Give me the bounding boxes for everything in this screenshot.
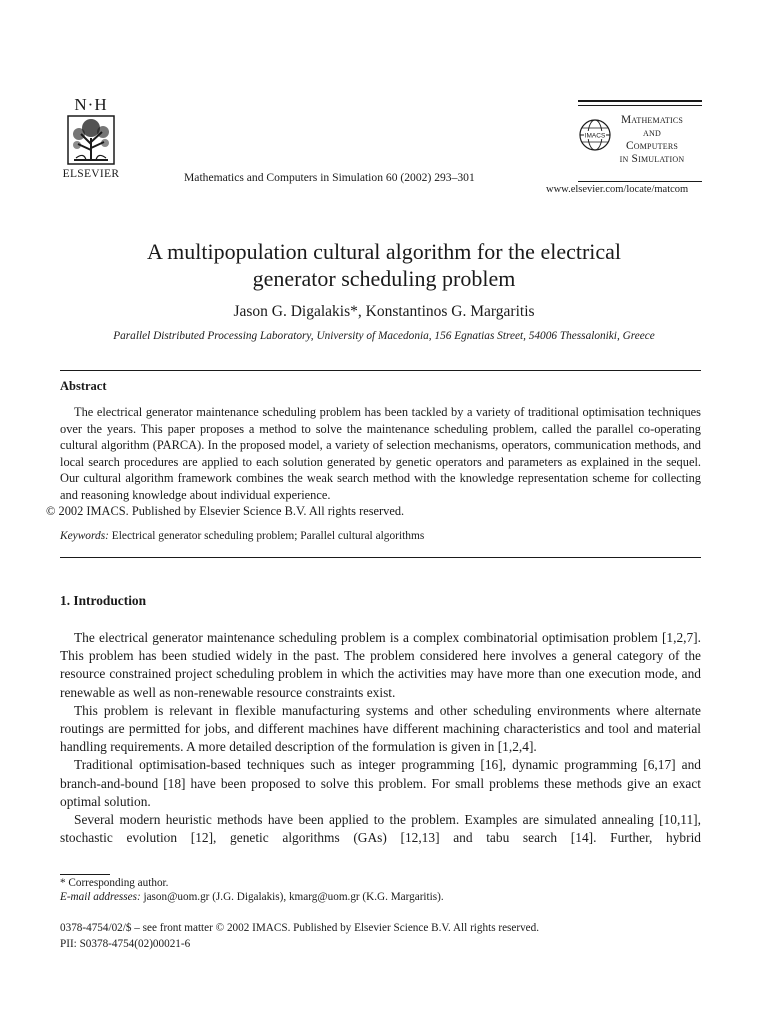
- keywords-label: Keywords:: [60, 530, 109, 542]
- footnote-rule: [60, 874, 110, 875]
- issn-line: 0378-4754/02/$ – see front matter © 2002 IMACS. Published by Elsevier Science B.V. All rights reserved.: [60, 922, 540, 934]
- divider-top: [60, 370, 701, 371]
- elsevier-tree-icon: [66, 114, 116, 166]
- pii-line: PII: S0378-4754(02)00021-6: [60, 938, 191, 950]
- footnote-corresponding: * Corresponding author.: [60, 877, 169, 889]
- journal-logo-line4: in Simulation: [619, 153, 685, 165]
- section-heading: 1. Introduction: [60, 593, 147, 608]
- paper-title: [60, 238, 708, 292]
- abstract-copyright: © 2002 IMACS. Published by Elsevier Science B.V. All rights reserved.: [46, 504, 405, 518]
- abstract-body: [46, 404, 701, 520]
- footnote-emails: [60, 891, 444, 903]
- title-line-1: A multipopulation cultural algorithm for the electrical: [146, 239, 622, 264]
- journal-reference: Mathematics and Computers in Simulation 60 (2002) 293–301: [184, 171, 475, 184]
- keywords: [60, 530, 424, 542]
- journal-logo-line3: Computers: [625, 140, 679, 152]
- journal-url[interactable]: www.elsevier.com/locate/matcom: [546, 184, 689, 195]
- journal-logo-title: [602, 114, 702, 166]
- imacs-label: IMACS: [584, 132, 606, 140]
- paragraph: Several modern heuristic methods have been applied to the problem. Examples are simulated annealing [10,11], stochastic evolution [12], genetic algorithms (GAs) [12,13] and tabu search [14]. Further, hybrid: [60, 812, 701, 846]
- paragraph: The electrical generator maintenance scheduling problem is a complex combinatorial optimisation problem [1,2,7]. This problem has been studied widely in the past. The problem considered here involves a general category of the resource constrained project scheduling problem in which the activities may have more than one execution mode, and renewable as well as non-renewable resource constraints exist.: [60, 630, 701, 700]
- journal-logo-line1: Mathematics: [620, 114, 684, 126]
- journal-logo-line2: and: [643, 127, 661, 139]
- abstract-text: The electrical generator maintenance scheduling problem has been tackled by a variety of traditional optimisation techniques over the years. This paper proposes a method to solve the maintenance scheduling problem, called the parallel co-operating cultural algorithm (PARCA). In the proposed model, a variety of selection mechanisms, operators, communication methods, and local search procedures are applied to each solution generated by genetic operators and parameters as explained in the sequel. Our cultural algorithm framework combines the weak search method with the knowledge representation scheme for collecting and reasoning knowledge about individual experience.: [60, 405, 701, 502]
- keywords-text: Electrical generator scheduling problem; Parallel cultural algorithms: [111, 530, 425, 542]
- affiliation: Parallel Distributed Processing Laboratory, University of Macedonia, 156 Egnatias Street, 54006 Thessaloniki, Greece: [113, 330, 655, 342]
- journal-logo: [578, 100, 702, 182]
- publisher-mark: N·H: [74, 95, 108, 114]
- divider-bottom: [60, 557, 701, 558]
- paragraph: This problem is relevant in flexible manufacturing systems and other scheduling environments where alternate routings are permitted for jobs, and different machines have different machining characteristics and tool and material handling requirements. A more detailed description of the formulation is given in [1,2,4].: [60, 702, 701, 755]
- section-body: [60, 629, 701, 847]
- publisher-name: ELSEVIER: [62, 168, 120, 180]
- email-text: jason@uom.gr (J.G. Digalakis), kmarg@uom.gr (K.G. Margaritis).: [143, 891, 444, 903]
- paragraph: Traditional optimisation-based techniques such as integer programming [16], dynamic programming [6,17] and branch-and-bound [18] have been proposed to solve this problem. For small problems these methods give an exact optimal solution.: [60, 757, 701, 809]
- publisher-logo: [58, 96, 124, 188]
- email-label: E-mail addresses:: [60, 891, 141, 903]
- title-line-2: generator scheduling problem: [252, 266, 516, 291]
- author-list: Jason G. Digalakis*, Konstantinos G. Margaritis: [233, 303, 535, 320]
- abstract-heading: Abstract: [60, 379, 107, 393]
